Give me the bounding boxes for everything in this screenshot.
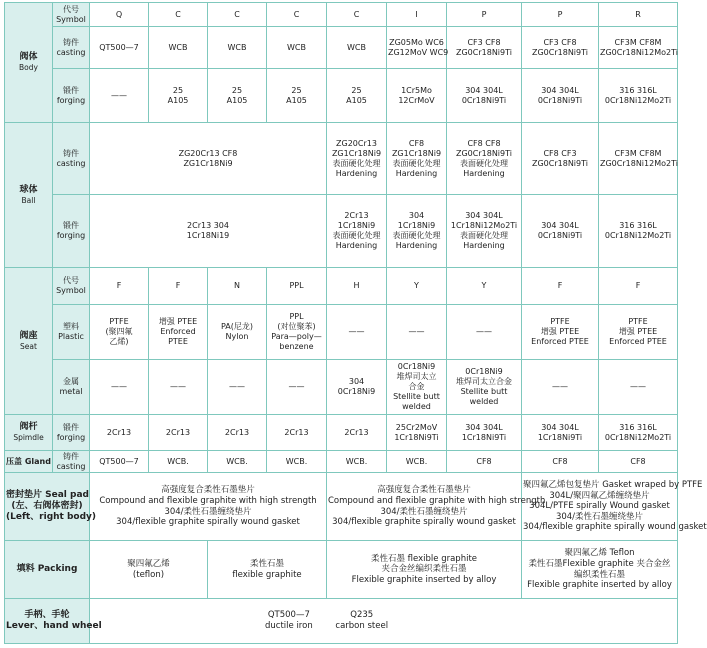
cell-line: 聚四氟乙烯 [127, 558, 170, 569]
cell-line: —— [630, 382, 646, 391]
cell [599, 415, 678, 451]
cell [522, 195, 599, 268]
cell-line: 表面硬化处理 [460, 231, 508, 240]
cell [327, 195, 387, 268]
cell-line: welded [469, 397, 499, 406]
stem-label: 阀杆 Spimdle [5, 415, 53, 451]
cell-line: 304/flexible graphite spirally wound gasket [332, 517, 516, 528]
cell: WCB. [267, 451, 327, 473]
cell-line: 2Cr13 304 [187, 221, 229, 230]
cell-line: Para—poly— [271, 332, 322, 341]
cell-line: 25 [351, 85, 362, 95]
cell-line: 2Cr13 [344, 427, 369, 437]
seat-symbol-row [5, 268, 678, 305]
cell-line: ZG05Mo WC6 [389, 37, 444, 47]
cell-line: CF3M CF8M [614, 148, 662, 158]
cell [599, 360, 678, 415]
cell-line: 表面硬化处理 [332, 231, 381, 240]
cell [149, 27, 208, 69]
cell-line: ZG20Cr13 [336, 138, 377, 148]
cell-line: A105 [346, 95, 367, 105]
cell-line: 2Cr13 [284, 427, 309, 437]
lever-carbon-steel [335, 610, 388, 631]
stem-row [5, 415, 678, 451]
cell: WCB. [327, 451, 387, 473]
cell [267, 305, 327, 360]
cell-line: CF3M CF8M [614, 37, 662, 47]
ball-label: 球体 Ball [5, 123, 53, 268]
cell: WCB. [149, 451, 208, 473]
cell-line: 密封垫片 Seal pad [6, 489, 89, 500]
packing-graphite [208, 541, 327, 599]
cell: CF8 [522, 451, 599, 473]
packing-teflon [90, 541, 208, 599]
cell-line: 增强 PTEE [618, 327, 658, 336]
cell-line: 1Cr18Ni12Mo2Ti [450, 221, 518, 230]
seat-symbol-cell: Y [387, 268, 447, 305]
cell-line: 304/flexible graphite spirally wound gasket [116, 517, 300, 528]
cell-line: 堆焊司太立 [396, 372, 437, 381]
body-symbol-cell: I [387, 3, 447, 27]
cell-line: 304 [348, 377, 365, 386]
seal-pad-group3 [522, 473, 707, 541]
cell-line: Flexible graphite inserted by alloy [527, 580, 672, 591]
cell-line: (聚四氟 [105, 327, 133, 336]
plastic-label: 塑料 Plastic [53, 305, 90, 360]
cell [387, 69, 447, 123]
cell-line: 0Cr18Ni9 [337, 387, 376, 396]
cell-line: Enforced PTEE [531, 337, 589, 346]
cell [208, 360, 267, 415]
cell-line: 手柄、手轮 [24, 609, 70, 620]
cell-line: 高强度复合柔性石墨垫片 [161, 485, 255, 496]
cell [327, 305, 387, 360]
seat-symbol-cell: F [149, 268, 208, 305]
body-symbol-cell: Q [90, 3, 149, 27]
cell-line: Enforced [160, 327, 196, 336]
packing-label: 填料 Packing [5, 541, 90, 599]
symbol-label: 代号 Symbol [53, 3, 90, 27]
cell-line: 乙烯) [109, 337, 129, 346]
cell-line: ZG1Cr18Ni9 [391, 148, 442, 158]
cell [149, 69, 208, 123]
cell [522, 360, 599, 415]
cell-line: 304/柔性石墨缠绕垫片 [555, 511, 644, 522]
cell-line: WCB [227, 42, 247, 52]
seat-label: 阀座 Seat [5, 268, 53, 415]
cell-line: 304/柔性石墨缠绕垫片 [164, 506, 252, 517]
body-label: 阀体 Body [5, 3, 53, 123]
cell-line: 304 304L [465, 422, 503, 432]
cell-line: Hardening [395, 168, 438, 178]
cell-line: 堆焊司太立合金 [456, 377, 512, 386]
cell-line: 0Cr18Ni9Ti [461, 95, 507, 105]
cell [327, 69, 387, 123]
cell-line: ZG1Cr18Ni9 [331, 148, 382, 158]
cell [387, 27, 447, 69]
cell-line: Lever、hand wheel [6, 621, 102, 631]
symbol-label: 代号 Symbol [53, 268, 90, 305]
cell-line: 编织柔性石墨 [573, 569, 625, 580]
cell [208, 305, 267, 360]
cell-line: (Left、right body) [6, 512, 97, 523]
cell [387, 305, 447, 360]
cell-line: 0Cr18Ni9Ti [537, 231, 583, 240]
cell-line: 316 316L [619, 422, 657, 432]
cell [208, 27, 267, 69]
cell: CF8 [447, 451, 522, 473]
cell-line: welded [402, 402, 431, 411]
cell: WCB. [208, 451, 267, 473]
seat-plastic-row [5, 305, 678, 360]
cell-line: CF8 CF3 [543, 148, 577, 158]
cell-line: 柔性石墨 flexible graphite [370, 553, 478, 564]
cell-line: 1Cr18Ni9 [397, 221, 436, 230]
cell [149, 415, 208, 451]
seal-pad-group2 [327, 473, 546, 541]
cell [447, 360, 522, 415]
cell-line: 2Cr13 [106, 427, 132, 437]
cell [522, 305, 599, 360]
cell-line: —— [552, 382, 568, 391]
cell-line: 柔性石墨 [249, 558, 284, 569]
lever-ductile-iron [265, 610, 313, 631]
seat-symbol-cell: Y [447, 268, 522, 305]
cell-line: Enforced PTEE [609, 337, 667, 346]
cell [447, 415, 522, 451]
ball-forging-row [5, 195, 678, 268]
cell-line: 12CrMoV [398, 95, 435, 105]
cell [149, 305, 208, 360]
ball-casting-row [5, 123, 678, 195]
cell-line: 聚四氟乙烯 Teflon [564, 548, 635, 559]
seat-symbol-cell: F [522, 268, 599, 305]
cell-line: 增强 PTEE [158, 317, 198, 326]
cell-line: ZG0Cr18Ni12Mo2Ti [600, 47, 678, 57]
cell-line: 304/flexible graphite spirally wound gasket [523, 522, 707, 533]
cell [387, 360, 447, 415]
cell-line: QT500—7 [99, 42, 139, 52]
body-casting-row [5, 27, 678, 69]
cell [599, 123, 678, 195]
body-symbol-cell: C [327, 3, 387, 27]
body-symbol-row [5, 3, 678, 27]
cell-line: 1Cr18Ni9Ti [537, 432, 583, 442]
body-symbol-cell: P [522, 3, 599, 27]
cell-line: ZG1Cr18Ni9 [183, 158, 233, 168]
cell-line: —— [111, 90, 127, 100]
cell-line: 316 316L [619, 85, 657, 95]
cell-line: PTFE [109, 317, 129, 326]
cell-line: 1Cr18Ni9 [337, 221, 376, 230]
cell: WCB. [387, 451, 447, 473]
cell [387, 123, 447, 195]
cell-line: 柔性石墨Flexible graphite 夹合金丝 [528, 558, 671, 569]
cell-line: WCB [168, 42, 188, 52]
cell-line: 表面硬化处理 [392, 231, 441, 240]
body-symbol-cell: R [599, 3, 678, 27]
casting-label: 铸件 casting [53, 451, 90, 473]
cell-line: —— [476, 327, 492, 336]
seat-symbol-cell: F [90, 268, 149, 305]
cell [599, 195, 678, 268]
forging-label: 锻件 forging [53, 69, 90, 123]
cell-line: Compound and flexible graphite with high strength [99, 495, 317, 506]
cell-line: PTEE [168, 337, 188, 346]
cell-line: 304 [408, 211, 425, 220]
cell-line: 25Cr2MoV [395, 422, 438, 432]
cell-line: (左、右阀体密封) [11, 500, 83, 511]
ball-casting-merged [90, 123, 327, 195]
body-symbol-cell: C [149, 3, 208, 27]
cell-line: 2Cr13 [165, 427, 191, 437]
cell-line: —— [408, 327, 425, 336]
cell [267, 415, 327, 451]
cell [447, 305, 522, 360]
cell [522, 69, 599, 123]
cell [208, 69, 267, 123]
cell-line: WCB [287, 42, 306, 52]
cell-line: 增强 PTEE [540, 327, 580, 336]
seat-symbol-cell: H [327, 268, 387, 305]
cell-line: 聚四氟乙烯包复垫片 Gasket wraped by PTFE [523, 479, 703, 490]
seal-pad-row [5, 473, 678, 541]
body-symbol-cell: P [447, 3, 522, 27]
cell: CF8 [599, 451, 678, 473]
casting-label: 铸件 casting [53, 123, 90, 195]
cell-line: Stellite butt [393, 392, 440, 401]
cell-line: CF3 CF8 [467, 37, 501, 47]
cell-line: Hardening [335, 168, 378, 178]
cell [327, 27, 387, 69]
forging-label: 锻件 forging [53, 195, 90, 268]
cell-line: 0Cr18Ni9Ti [537, 95, 583, 105]
cell-line: —— [170, 382, 186, 391]
seal-pad-group1 [90, 473, 327, 541]
cell-line: —— [229, 382, 245, 391]
cell-line: 1Cr18Ni9Ti [461, 432, 507, 442]
cell-line: Flexible graphite inserted by alloy [351, 574, 497, 585]
cell-line: 表面硬化处理 [460, 158, 508, 168]
cell-line: 2Cr13 [344, 211, 369, 220]
gland-label: 压盖 Gland [5, 451, 53, 473]
cell [90, 415, 149, 451]
cell-line: 304L/PTFE spirally Wound gasket [529, 501, 670, 512]
cell [90, 27, 149, 69]
cell [90, 360, 149, 415]
packing-group2 [327, 541, 522, 599]
cell-line: QT500—7 [267, 610, 310, 621]
cell-line: 25 [172, 85, 184, 95]
cell-line: —— [111, 382, 127, 391]
packing-row [5, 541, 678, 599]
cell-line: 0Cr18Ni12Mo2Ti [604, 432, 672, 442]
seat-symbol-cell: F [599, 268, 678, 305]
cell-line: Hardening [395, 241, 438, 250]
cell [149, 360, 208, 415]
seat-symbol-cell: N [208, 268, 267, 305]
cell [447, 27, 522, 69]
cell-line: 25 [231, 85, 243, 95]
cell-line: 304 304L [541, 221, 579, 230]
body-symbol-cell: C [208, 3, 267, 27]
forging-label: 锻件 forging [53, 415, 90, 451]
cell-line: 304 304L [541, 85, 579, 95]
cell-line: benzene [279, 342, 314, 351]
seat-metal-row [5, 360, 678, 415]
cell-line: Hardening [463, 241, 505, 250]
cell [327, 123, 387, 195]
cell-line: carbon steel [335, 621, 389, 631]
cell-line: CF3 CF8 [543, 37, 577, 47]
cell [447, 69, 522, 123]
cell-line: 0Cr18Ni9 [465, 367, 503, 376]
cell-line: —— [288, 382, 305, 391]
cell [327, 415, 387, 451]
cell-line: Nylon [225, 332, 249, 341]
cell-line: Q235 [350, 610, 374, 621]
gland-row [5, 451, 678, 473]
cell-line: 1Cr18Ni19 [186, 231, 230, 240]
cell [387, 195, 447, 268]
cell-line: ZG0Cr18Ni9Ti [456, 148, 512, 158]
cell-line: A105 [167, 95, 189, 105]
cell-line: 316 316L [619, 221, 657, 230]
body-symbol-cell: C [267, 3, 327, 27]
cell [522, 27, 599, 69]
lever-value [90, 599, 678, 644]
cell-line: 高强度复合柔性石墨垫片 [377, 485, 471, 496]
cell-line: 夹合金丝编织柔性石墨 [381, 564, 467, 575]
cell [90, 69, 149, 123]
cell-line: Hardening [335, 241, 378, 250]
lever-label [5, 599, 102, 644]
cell-line: A105 [226, 95, 248, 105]
cell-line: 表面硬化处理 [392, 158, 441, 168]
cell [599, 27, 678, 69]
cell-line: Compound and flexible graphite with high strength [328, 495, 546, 506]
cell-line: PTFE [628, 317, 648, 326]
cell-line: PTFE [550, 317, 570, 326]
body-forging-row [5, 69, 678, 123]
cell [447, 195, 522, 268]
cell-line: 2Cr13 [224, 427, 250, 437]
cell [387, 415, 447, 451]
cell-line: A105 [286, 95, 307, 105]
cell-line: (teflon) [132, 569, 165, 580]
casting-label: 铸件 casting [53, 27, 90, 69]
cell [208, 415, 267, 451]
cell [267, 69, 327, 123]
cell [327, 360, 387, 415]
cell-line: 1Cr5Mo [401, 85, 432, 95]
cell-line: flexible graphite [232, 569, 302, 580]
cell-line: 0Cr18Ni12Mo2Ti [604, 231, 672, 240]
cell [522, 123, 599, 195]
cell-line: 25 [291, 85, 302, 95]
cell-line: 0Cr18Ni9 [397, 362, 436, 371]
cell-line: CF8 [408, 138, 425, 148]
cell-line: Stellite butt [460, 387, 508, 396]
cell-line: ZG0Cr18Ni9Ti [456, 47, 512, 57]
cell-line: ZG0Cr18Ni9Ti [532, 47, 588, 57]
cell-line: —— [348, 327, 365, 336]
cell [90, 305, 149, 360]
cell-line: PA(尼龙) [220, 322, 254, 331]
cell [267, 27, 327, 69]
cell-line: ZG0Cr18Ni9Ti [532, 158, 588, 168]
cell-line: WCB [347, 42, 366, 52]
cell-line: (对位聚苯) [277, 322, 316, 331]
cell [522, 415, 599, 451]
cell: QT500—7 [90, 451, 149, 473]
cell-line: 304/柔性石墨缠绕垫片 [380, 506, 468, 517]
cell-line: 1Cr18Ni9Ti [394, 432, 439, 442]
packing-group3 [522, 541, 678, 599]
cell-line: CF8 CF8 [467, 138, 501, 148]
lever-row [5, 599, 678, 644]
cell-line: ductile iron [265, 621, 313, 631]
cell [599, 305, 678, 360]
cell-line: 304 304L [465, 211, 503, 220]
material-table [4, 2, 707, 644]
cell-line: 表面硬化处理 [332, 158, 381, 168]
seat-symbol-cell: PPL [267, 268, 327, 305]
cell-line: ZG20Cr13 CF8 [178, 148, 238, 158]
cell-line: Hardening [463, 168, 505, 178]
seal-pad-label [5, 473, 97, 541]
cell [267, 360, 327, 415]
cell-line: 0Cr18Ni12Mo2Ti [604, 95, 672, 105]
cell-line: 304L/聚四氟乙烯缠绕垫片 [549, 490, 650, 501]
cell-line: ZG12MoV WC9 [388, 47, 449, 57]
cell-line: ZG0Cr18Ni12Mo2Ti [600, 158, 678, 168]
ball-forging-merged [90, 195, 327, 268]
cell [447, 123, 522, 195]
cell-line: 304 304L [465, 85, 503, 95]
cell-line: 304 304L [541, 422, 579, 432]
cell [599, 69, 678, 123]
cell-line: 合金 [408, 382, 425, 391]
cell-line: PPL [289, 312, 304, 321]
metal-label: 金属 metal [53, 360, 90, 415]
